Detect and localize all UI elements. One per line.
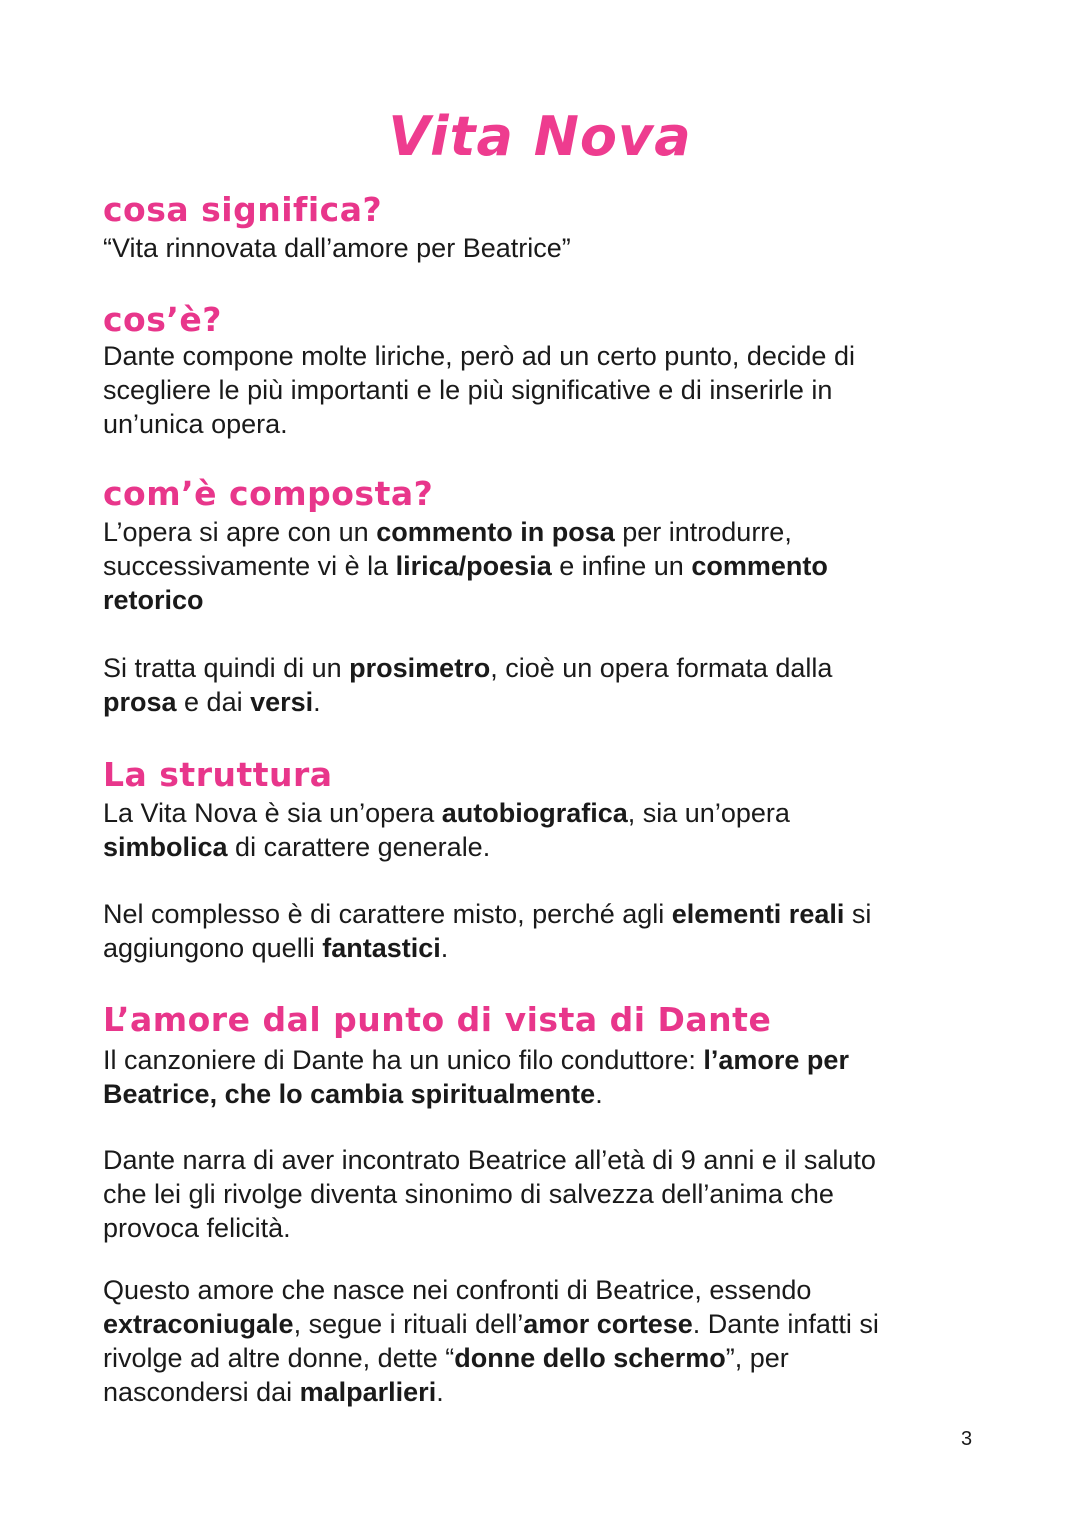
paragraph-line: extraconiugale, segue i rituali dell’amor cortese. Dante infatti si (103, 1309, 879, 1339)
paragraph-line: aggiungono quelli fantastici. (103, 933, 449, 963)
paragraph-composizione (103, 515, 963, 617)
paragraph-line: L’opera si apre con un commento in posa per introdurre, (103, 517, 792, 547)
paragraph-line: nascondersi dai malparlieri. (103, 1377, 444, 1407)
paragraph-line: retorico (103, 585, 204, 615)
paragraph-line: successivamente vi è la lirica/poesia e infine un commento (103, 551, 828, 581)
paragraph-line: provoca felicità. (103, 1213, 291, 1243)
paragraph-line: simbolica di carattere generale. (103, 832, 491, 862)
paragraph-filo-conduttore (103, 1043, 963, 1111)
paragraph-line: scegliere le più importanti e le più significative e di inserirle in (103, 375, 833, 405)
paragraph-line: Nel complesso è di carattere misto, perché agli elementi reali si (103, 899, 872, 929)
section-heading-significato: cosa significa? (103, 190, 383, 229)
paragraph-line: Si tratta quindi di un prosimetro, cioè un opera formata dalla (103, 653, 833, 683)
paragraph-line: La Vita Nova è sia un’opera autobiografica, sia un’opera (103, 798, 790, 828)
paragraph-line: Dante compone molte liriche, però ad un certo punto, decide di (103, 341, 855, 371)
paragraph-significato (103, 231, 963, 265)
paragraph-line: che lei gli rivolge diventa sinonimo di salvezza dell’anima che (103, 1179, 834, 1209)
paragraph-line: Il canzoniere di Dante ha un unico filo conduttore: l’amore per (103, 1045, 849, 1075)
paragraph-line: un’unica opera. (103, 409, 288, 439)
paragraph-line: Questo amore che nasce nei confronti di Beatrice, essendo (103, 1275, 812, 1305)
paragraph-struttura (103, 796, 963, 864)
page-number: 3 (961, 1428, 973, 1450)
paragraph-amor-cortese (103, 1273, 963, 1409)
paragraph-carattere-misto (103, 897, 963, 965)
paragraph-incontro (103, 1143, 963, 1245)
section-heading-struttura: La struttura (103, 755, 333, 794)
section-heading-composizione: com’è composta? (103, 474, 434, 513)
paragraph-line: “Vita rinnovata dall’amore per Beatrice” (103, 233, 571, 263)
paragraph-line: rivolge ad altre donne, dette “donne dello schermo”, per (103, 1343, 789, 1373)
paragraph-line: Dante narra di aver incontrato Beatrice all’età di 9 anni e il saluto (103, 1145, 876, 1175)
section-heading-amore: L’amore dal punto di vista di Dante (103, 1000, 772, 1039)
paragraph-line: prosa e dai versi. (103, 687, 321, 717)
section-heading-cose: cos’è? (103, 300, 222, 339)
page-title: Vita Nova (388, 105, 692, 168)
paragraph-prosimetro (103, 651, 963, 719)
paragraph-cose (103, 339, 963, 441)
paragraph-line: Beatrice, che lo cambia spiritualmente. (103, 1079, 603, 1109)
